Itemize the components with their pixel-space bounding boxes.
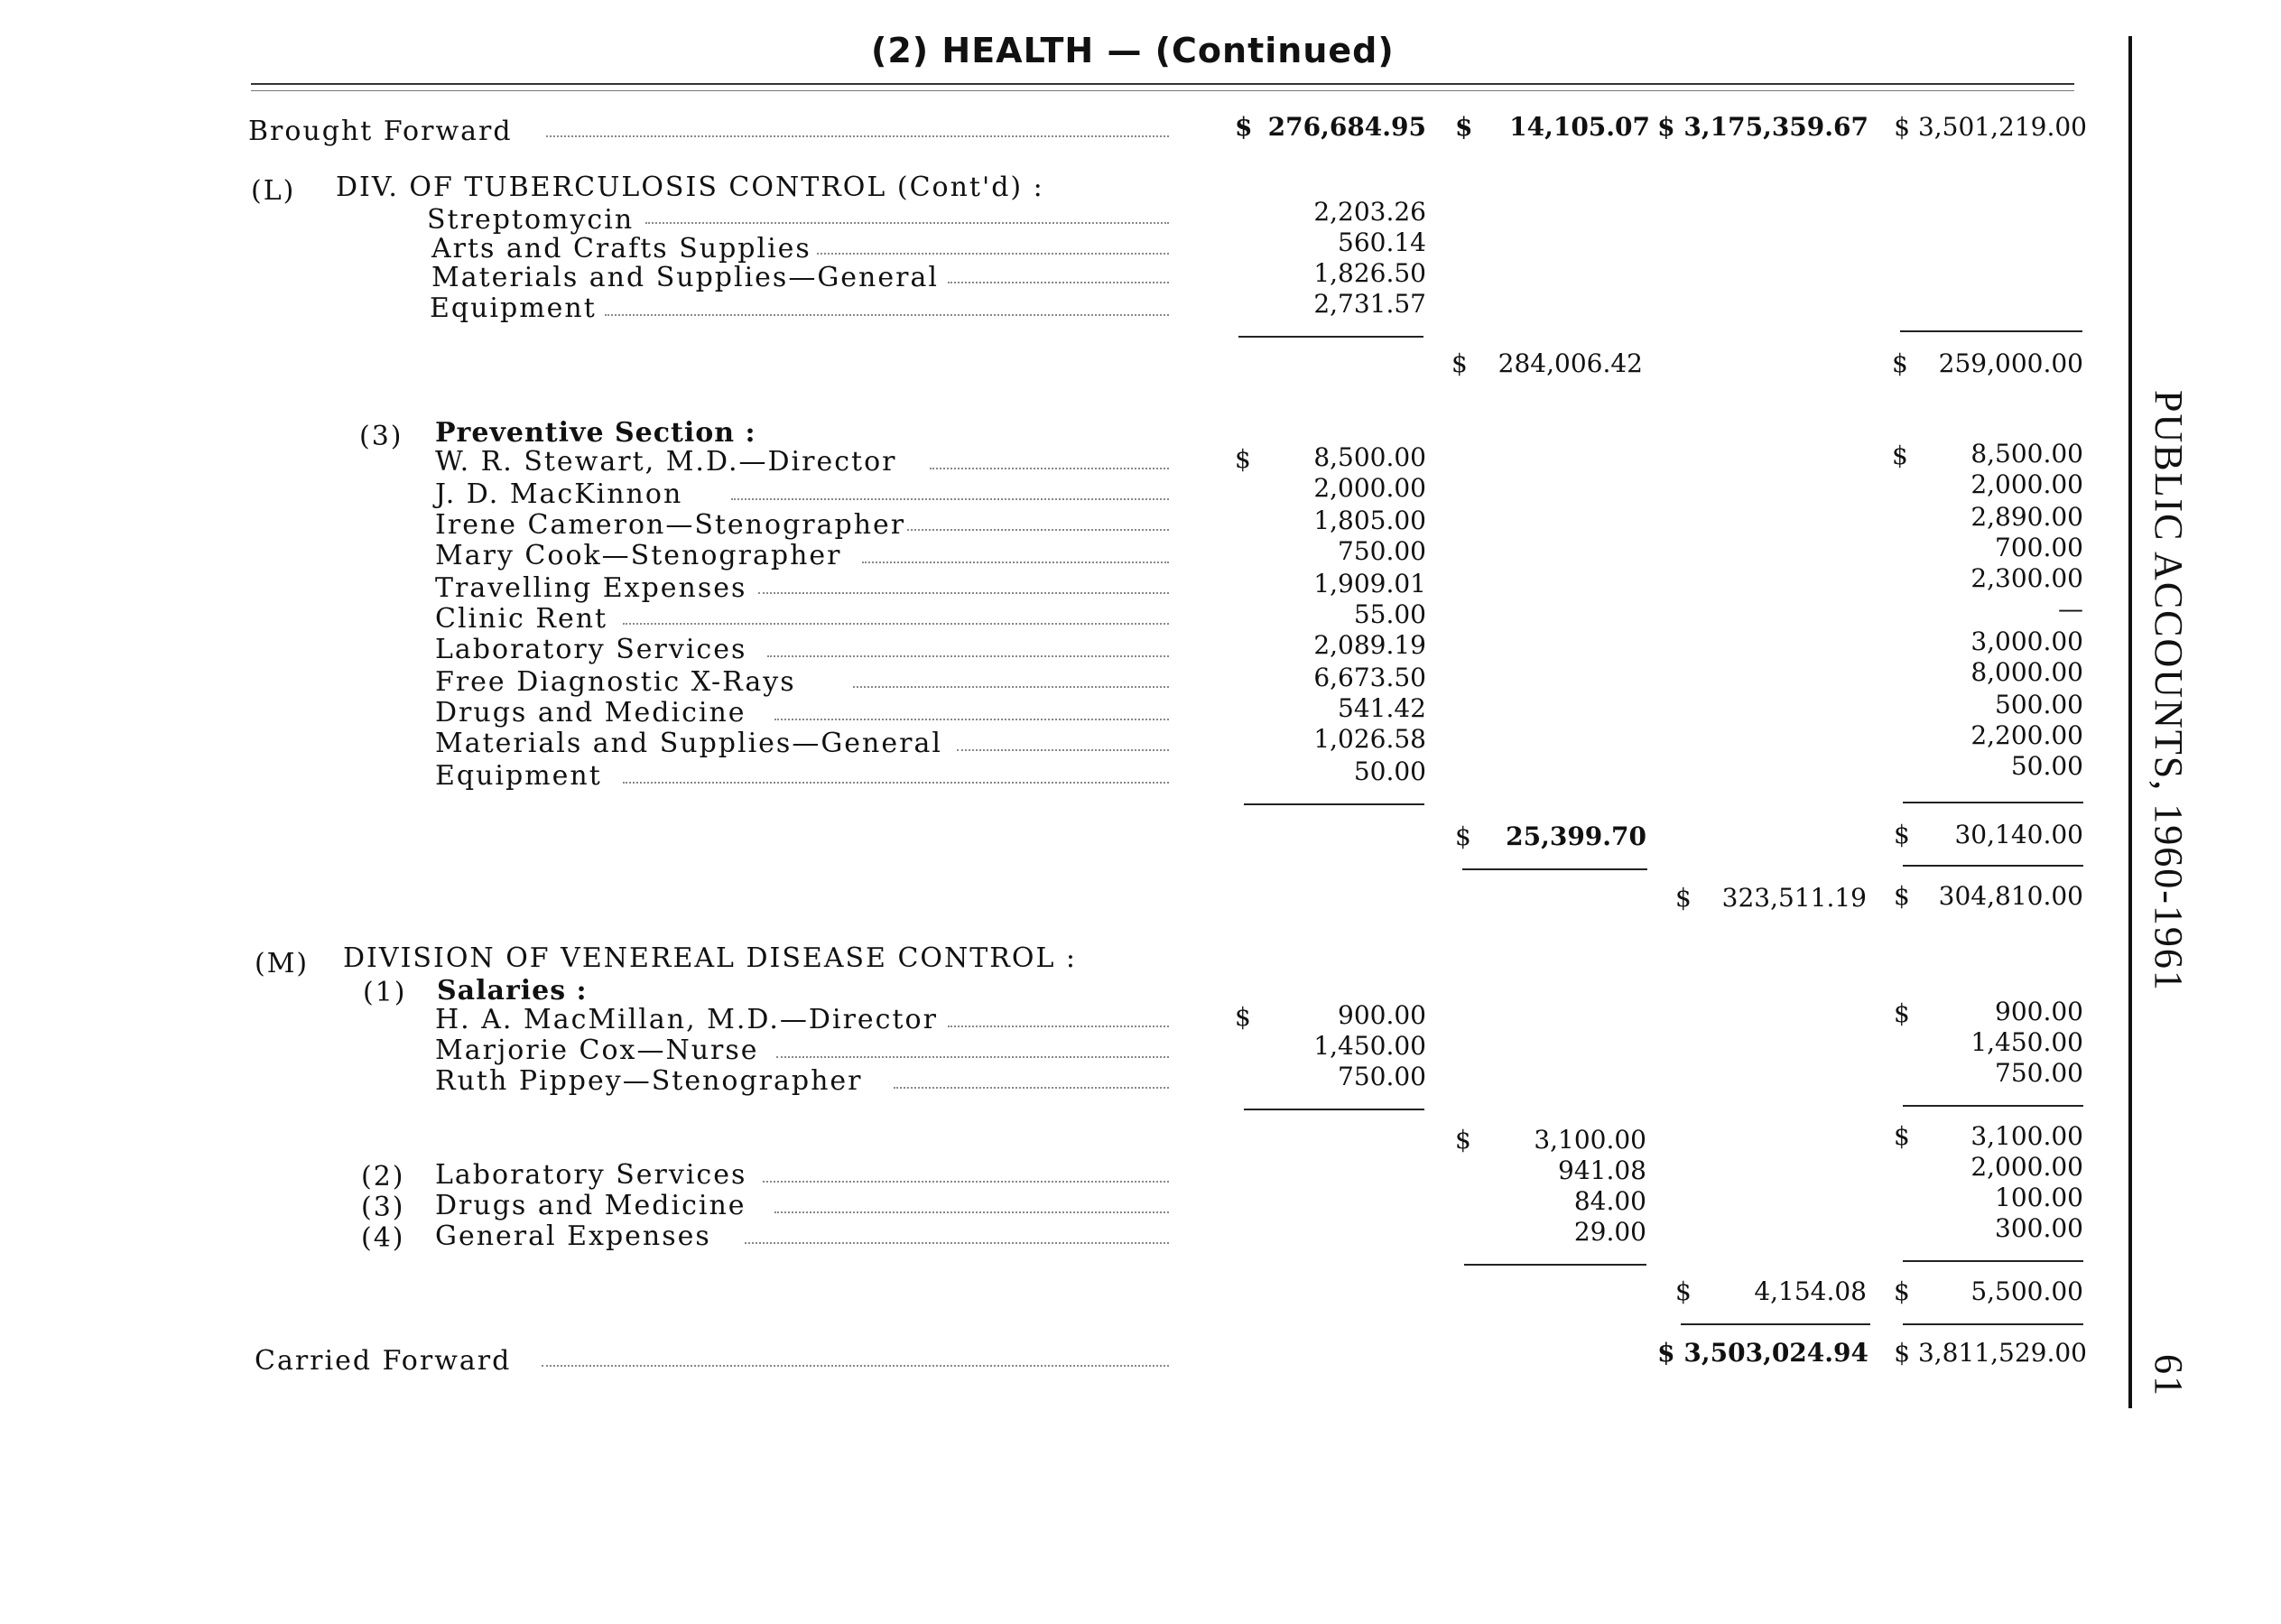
other-item-col4: 100.00 [1995, 1183, 2083, 1212]
carried-forward-col4: $ 3,811,529.00 [1894, 1338, 2087, 1368]
division-l-total-col4: 304,810.00 [1938, 881, 2083, 911]
preventive-item-col4: 8,500.00 [1970, 439, 2083, 469]
leader-dots [745, 1242, 1169, 1244]
preventive-col4-dollar: $ [1892, 441, 1908, 470]
salary-item-label: H. A. MacMillan, M.D.—Director [435, 1004, 938, 1035]
leader-dots [853, 686, 1169, 688]
preventive-item-col1: 2,089.19 [1313, 630, 1426, 660]
salary-item-col1: 750.00 [1338, 1062, 1426, 1091]
preventive-item-col4: 700.00 [1995, 533, 2083, 562]
sum-rule [1903, 802, 2083, 803]
brought-forward-col1-dollar: $ [1235, 112, 1253, 142]
leader-dots [948, 282, 1169, 283]
salary-item-col4: 750.00 [1995, 1058, 2083, 1088]
preventive-item-label: Drugs and Medicine [435, 697, 746, 728]
salaries-col4-dollar: $ [1894, 998, 1910, 1028]
preventive-item-col1: 541.42 [1338, 693, 1426, 723]
header-rule [251, 83, 2074, 85]
sum-rule [1238, 336, 1423, 338]
preventive-item-col4: 500.00 [1995, 690, 2083, 719]
leader-dots [817, 253, 1169, 255]
leader-dots [862, 561, 1169, 563]
leader-dots [731, 498, 1169, 500]
preventive-item-col4: — [2058, 594, 2083, 624]
brought-forward-col4: $ 3,501,219.00 [1894, 112, 2087, 142]
brought-forward-label: Brought Forward [248, 116, 513, 147]
preventive-item-label: Mary Cook—Stenographer [435, 540, 842, 571]
preventive-item-label: Travelling Expenses [435, 572, 747, 604]
sum-rule [1462, 868, 1647, 870]
salaries-col1-dollar: $ [1235, 1002, 1251, 1032]
salary-item-col1: 1,450.00 [1313, 1031, 1426, 1061]
other-item-marker: (2) [361, 1161, 405, 1192]
leader-dots [774, 1211, 1169, 1213]
leader-dots [758, 592, 1169, 594]
division-m-total-col4-dollar: $ [1894, 1276, 1910, 1306]
leader-dots [605, 314, 1169, 316]
division-m-total-col4: 5,500.00 [1970, 1276, 2083, 1306]
leader-dots [645, 222, 1169, 224]
sum-rule [1903, 865, 2083, 867]
preventive-item-col1: 750.00 [1338, 536, 1426, 566]
leader-dots [957, 749, 1169, 751]
section-l-item-value: 1,826.50 [1313, 258, 1426, 288]
leader-dots [763, 1181, 1169, 1183]
section-l-heading: DIV. OF TUBERCULOSIS CONTROL (Cont'd) : [336, 172, 1044, 203]
preventive-item-col4: 2,000.00 [1970, 469, 2083, 499]
preventive-item-col4: 50.00 [2010, 751, 2083, 781]
right-border-line [2128, 36, 2132, 1408]
sum-rule [1464, 1264, 1646, 1266]
section-l-subtotal-dollar: $ [1451, 348, 1468, 378]
preventive-item-label: Free Diagnostic X-Rays [435, 666, 796, 698]
preventive-item-label: W. R. Stewart, M.D.—Director [435, 446, 897, 478]
other-item-col2: 84.00 [1573, 1186, 1646, 1216]
preventive-item-col1: 55.00 [1353, 599, 1426, 629]
other-item-col4: 2,000.00 [1970, 1152, 2083, 1182]
preventive-item-label: Materials and Supplies—General [435, 728, 942, 759]
section-l-item-value: 2,731.57 [1313, 289, 1426, 319]
preventive-marker: (3) [359, 421, 403, 452]
section-m-marker: (M) [255, 948, 310, 979]
sum-rule [1903, 1260, 2083, 1262]
header-rule-thin [251, 90, 2074, 91]
sum-rule [1244, 1109, 1424, 1110]
preventive-item-label: Equipment [435, 760, 602, 792]
leader-dots [774, 719, 1169, 720]
page-number: 61 [2147, 1354, 2191, 1397]
other-item-col2: 29.00 [1573, 1217, 1646, 1247]
division-l-total-dollar: $ [1675, 883, 1692, 913]
preventive-subtotal-dollar: $ [1455, 821, 1471, 851]
section-l-subtotal-col2: 284,006.42 [1497, 348, 1643, 378]
preventive-subtotal-col2: 25,399.70 [1506, 821, 1646, 851]
brought-forward-col2-dollar: $ [1455, 112, 1473, 142]
salary-item-col1: 900.00 [1338, 1000, 1426, 1030]
salary-item-col4: 1,450.00 [1970, 1027, 2083, 1057]
preventive-item-label: Irene Cameron—Stenographer [435, 509, 906, 541]
salaries-subtotal-col4-dollar: $ [1894, 1121, 1910, 1151]
section-m-heading: DIVISION OF VENEREAL DISEASE CONTROL : [343, 942, 1078, 974]
leader-dots [546, 135, 1169, 137]
salaries-marker: (1) [363, 977, 407, 1008]
section-l-item-label: Streptomycin [427, 204, 635, 236]
section-l-item-value: 560.14 [1338, 227, 1426, 257]
preventive-item-col1: 1,909.01 [1313, 569, 1426, 599]
division-l-total-col4-dollar: $ [1894, 881, 1910, 911]
salary-item-label: Ruth Pippey—Stenographer [435, 1065, 863, 1097]
other-item-col4: 300.00 [1995, 1213, 2083, 1243]
preventive-item-col1: 8,500.00 [1313, 442, 1426, 472]
sum-rule [1681, 1323, 1870, 1325]
salaries-subtotal-col4: 3,100.00 [1970, 1121, 2083, 1151]
other-item-label: General Expenses [435, 1220, 711, 1252]
preventive-item-label: Laboratory Services [435, 634, 747, 665]
preventive-item-label: Clinic Rent [435, 603, 608, 635]
sum-rule [1903, 1323, 2083, 1325]
sum-rule [1900, 330, 2082, 332]
section-l-item-value: 2,203.26 [1313, 197, 1426, 227]
sum-rule [1903, 1105, 2083, 1107]
running-head: PUBLIC ACCOUNTS, 1960-1961 [2147, 390, 2191, 992]
salaries-subtotal-dollar: $ [1455, 1125, 1471, 1155]
preventive-item-col4: 2,300.00 [1970, 563, 2083, 593]
leader-dots [542, 1365, 1169, 1367]
leader-dots [776, 1056, 1169, 1058]
preventive-subtotal-col4-dollar: $ [1894, 820, 1910, 849]
preventive-item-col4: 2,890.00 [1970, 502, 2083, 532]
salary-item-label: Marjorie Cox—Nurse [435, 1035, 759, 1066]
leader-dots [767, 655, 1169, 657]
section-l-marker: (L) [251, 175, 296, 207]
other-item-label: Drugs and Medicine [435, 1190, 746, 1221]
preventive-item-col1: 1,026.58 [1313, 724, 1426, 754]
sum-rule [1244, 803, 1424, 805]
preventive-item-col1: 1,805.00 [1313, 506, 1426, 535]
brought-forward-col1: 276,684.95 [1267, 112, 1426, 142]
salaries-heading: Salaries : [437, 975, 588, 1007]
leader-dots [623, 782, 1169, 784]
section-l-item-label: Materials and Supplies—General [431, 262, 939, 293]
preventive-item-col1: 2,000.00 [1313, 473, 1426, 503]
leader-dots [623, 623, 1169, 625]
section-l-subtotal-col4-dollar: $ [1892, 348, 1908, 378]
brought-forward-col2: 14,105.07 [1509, 112, 1650, 142]
preventive-item-col4: 3,000.00 [1970, 626, 2083, 656]
other-item-marker: (3) [361, 1192, 405, 1223]
preventive-item-label: J. D. MacKinnon [435, 478, 683, 510]
section-l-item-label: Equipment [430, 292, 597, 324]
carried-forward-label: Carried Forward [255, 1345, 512, 1377]
preventive-subtotal-col4: 30,140.00 [1954, 820, 2083, 849]
leader-dots [907, 529, 1169, 531]
page-title: (2) HEALTH — (Continued) [871, 31, 1395, 70]
leader-dots [894, 1087, 1169, 1089]
division-m-total-col3: 4,154.08 [1754, 1276, 1867, 1306]
section-l-subtotal-col4: 259,000.00 [1938, 348, 2083, 378]
salary-item-col4: 900.00 [1995, 997, 2083, 1026]
section-l-item-label: Arts and Crafts Supplies [431, 233, 811, 264]
preventive-item-col4: 8,000.00 [1970, 657, 2083, 687]
preventive-item-col1: 6,673.50 [1313, 663, 1426, 692]
division-l-total-col3: 323,511.19 [1721, 883, 1867, 913]
other-item-label: Laboratory Services [435, 1159, 747, 1191]
preventive-col1-dollar: $ [1235, 444, 1251, 474]
carried-forward-col3: $ 3,503,024.94 [1657, 1338, 1868, 1368]
preventive-heading: Preventive Section : [435, 417, 756, 449]
preventive-item-col4: 2,200.00 [1970, 720, 2083, 750]
leader-dots [930, 468, 1169, 469]
leader-dots [948, 1025, 1169, 1027]
division-m-total-dollar: $ [1675, 1276, 1692, 1306]
preventive-item-col1: 50.00 [1353, 756, 1426, 786]
salaries-subtotal-col2: 3,100.00 [1534, 1125, 1646, 1155]
brought-forward-col3: $ 3,175,359.67 [1657, 112, 1868, 142]
other-item-col2: 941.08 [1558, 1155, 1646, 1185]
other-item-marker: (4) [361, 1222, 405, 1254]
